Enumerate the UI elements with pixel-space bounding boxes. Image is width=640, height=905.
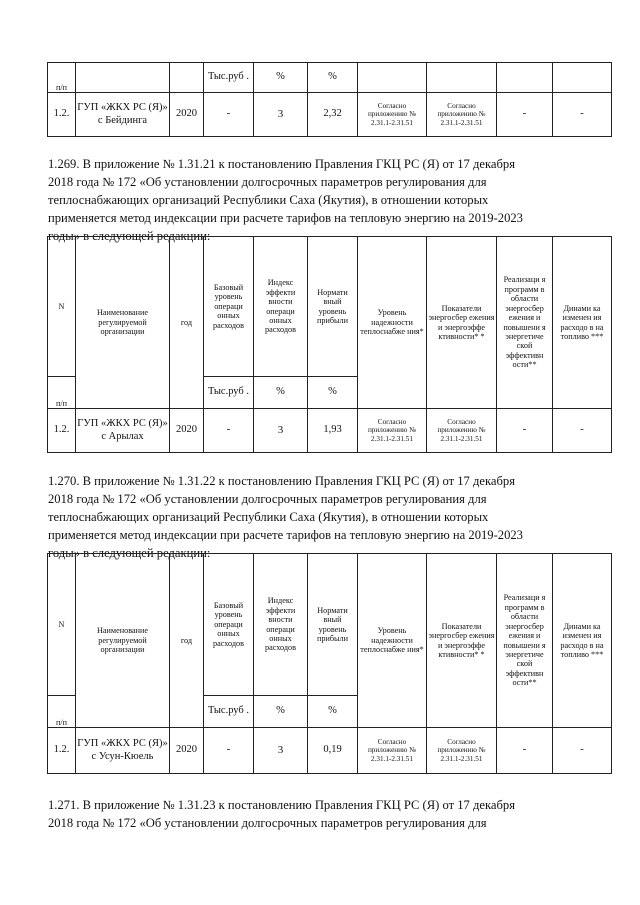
reliability-value: Согласно приложению № 2.31.1-2.31.51: [358, 93, 427, 137]
header-org: Наименование регулируемой организации: [76, 554, 170, 728]
programs-value: -: [497, 93, 553, 137]
norm-value: 2,32: [308, 93, 358, 137]
table-1-269: [47, 236, 612, 453]
table-top: [47, 62, 612, 137]
header-base: Базовый уровень операци онных расходов: [204, 237, 254, 377]
unit-percent: %: [308, 63, 358, 93]
reliability-value: Согласно приложению № 2.31.1-2.31.51: [358, 728, 427, 774]
header-index: Индекс эффекти вности операци онных расходов: [254, 554, 308, 696]
year: 2020: [170, 409, 204, 453]
energy-value: Согласно приложению № 2.31.1-2.31.51: [427, 409, 497, 453]
dynamics-value: -: [553, 728, 612, 774]
paragraph-1-271: 1.271. В приложение № 1.31.23 к постановлению Правления ГКЦ РС (Я) от 17 декабря 2018 года № 172 «Об установлении долгосрочных параметров регулирования для: [48, 798, 516, 830]
pp-header: п/п: [48, 63, 76, 93]
dynamics-value: -: [553, 93, 612, 137]
index-value: 3: [254, 409, 308, 453]
row-number: 1.2.: [48, 409, 76, 453]
header-pp: п/п: [48, 377, 76, 409]
unit-percent: %: [254, 63, 308, 93]
unit-percent: %: [308, 377, 358, 409]
unit-percent: %: [308, 696, 358, 728]
programs-value: -: [497, 728, 553, 774]
header-reliability: Уровень надежности теплоснабже ния*: [358, 237, 427, 409]
base-value: -: [204, 93, 254, 137]
paragraph-1-269: 1.269. В приложение № 1.31.21 к постановлению Правления ГКЦ РС (Я) от 17 декабря 2018 года № 172 «Об установлении долгосрочных параметров регулирования для теплоснабжающих организаций Республики Саха (Якутия), в отношении которых применяется метод индексации при расчете тарифов на тепловую энергию на 2019-2023 годы» в следующей редакции:: [48, 157, 523, 243]
unit-percent: %: [254, 696, 308, 728]
year: 2020: [170, 93, 204, 137]
dynamics-value: -: [553, 409, 612, 453]
programs-value: -: [497, 409, 553, 453]
header-programs: Реализаци я программ в области энергосбер ежения и повышени я энергетиче ской эффективн ости**: [497, 554, 553, 728]
header-year: год: [170, 554, 204, 728]
org-name: ГУП «ЖКХ РС (Я)» с Бейдинга: [76, 93, 170, 137]
header-n: N: [48, 237, 76, 377]
index-value: 3: [254, 728, 308, 774]
reliability-value: Согласно приложению № 2.31.1-2.31.51: [358, 409, 427, 453]
header-energy: Показатели энергосбер ежения и энергоэффе ктивности* *: [427, 554, 497, 728]
header-index: Индекс эффекти вности операци онных расходов: [254, 237, 308, 377]
norm-value: 0,19: [308, 728, 358, 774]
norm-value: 1,93: [308, 409, 358, 453]
header-pp: п/п: [48, 696, 76, 728]
header-energy: Показатели энергосбер ежения и энергоэффе ктивности* *: [427, 237, 497, 409]
header-dynamics: Динами ка изменен ия расходо в на топливо ***: [553, 237, 612, 409]
header-programs: Реализаци я программ в области энергосбер ежения и повышени я энергетиче ской эффективн ости**: [497, 237, 553, 409]
header-norm: Нормати вный уровень прибыли: [308, 554, 358, 696]
index-value: 3: [254, 93, 308, 137]
org-name: ГУП «ЖКХ РС (Я)» с Усун-Кюель: [76, 728, 170, 774]
unit-thousand-rub: Тыс.руб .: [204, 63, 254, 93]
header-n: N: [48, 554, 76, 696]
energy-value: Согласно приложению № 2.31.1-2.31.51: [427, 93, 497, 137]
header-norm: Нормати вный уровень прибыли: [308, 237, 358, 377]
row-number: 1.2.: [48, 93, 76, 137]
org-name: ГУП «ЖКХ РС (Я)» с Арылах: [76, 409, 170, 453]
paragraph-1-270: 1.270. В приложение № 1.31.22 к постановлению Правления ГКЦ РС (Я) от 17 декабря 2018 года № 172 «Об установлении долгосрочных параметров регулирования для теплоснабжающих организаций Республики Саха (Якутия), в отношении которых применяется метод индексации при расчете тарифов на тепловую энергию на 2019-2023 годы» в следующей редакции:: [48, 474, 523, 560]
unit-percent: %: [254, 377, 308, 409]
year: 2020: [170, 728, 204, 774]
unit-thousand-rub: Тыс.руб .: [204, 696, 254, 728]
unit-thousand-rub: Тыс.руб .: [204, 377, 254, 409]
row-number: 1.2.: [48, 728, 76, 774]
header-year: год: [170, 237, 204, 409]
energy-value: Согласно приложению № 2.31.1-2.31.51: [427, 728, 497, 774]
header-org: Наименование регулируемой организации: [76, 237, 170, 409]
table-1-270: [47, 553, 612, 774]
base-value: -: [204, 409, 254, 453]
base-value: -: [204, 728, 254, 774]
header-dynamics: Динами ка изменен ия расходо в на топливо ***: [553, 554, 612, 728]
header-reliability: Уровень надежности теплоснабже ния*: [358, 554, 427, 728]
header-base: Базовый уровень операци онных расходов: [204, 554, 254, 696]
